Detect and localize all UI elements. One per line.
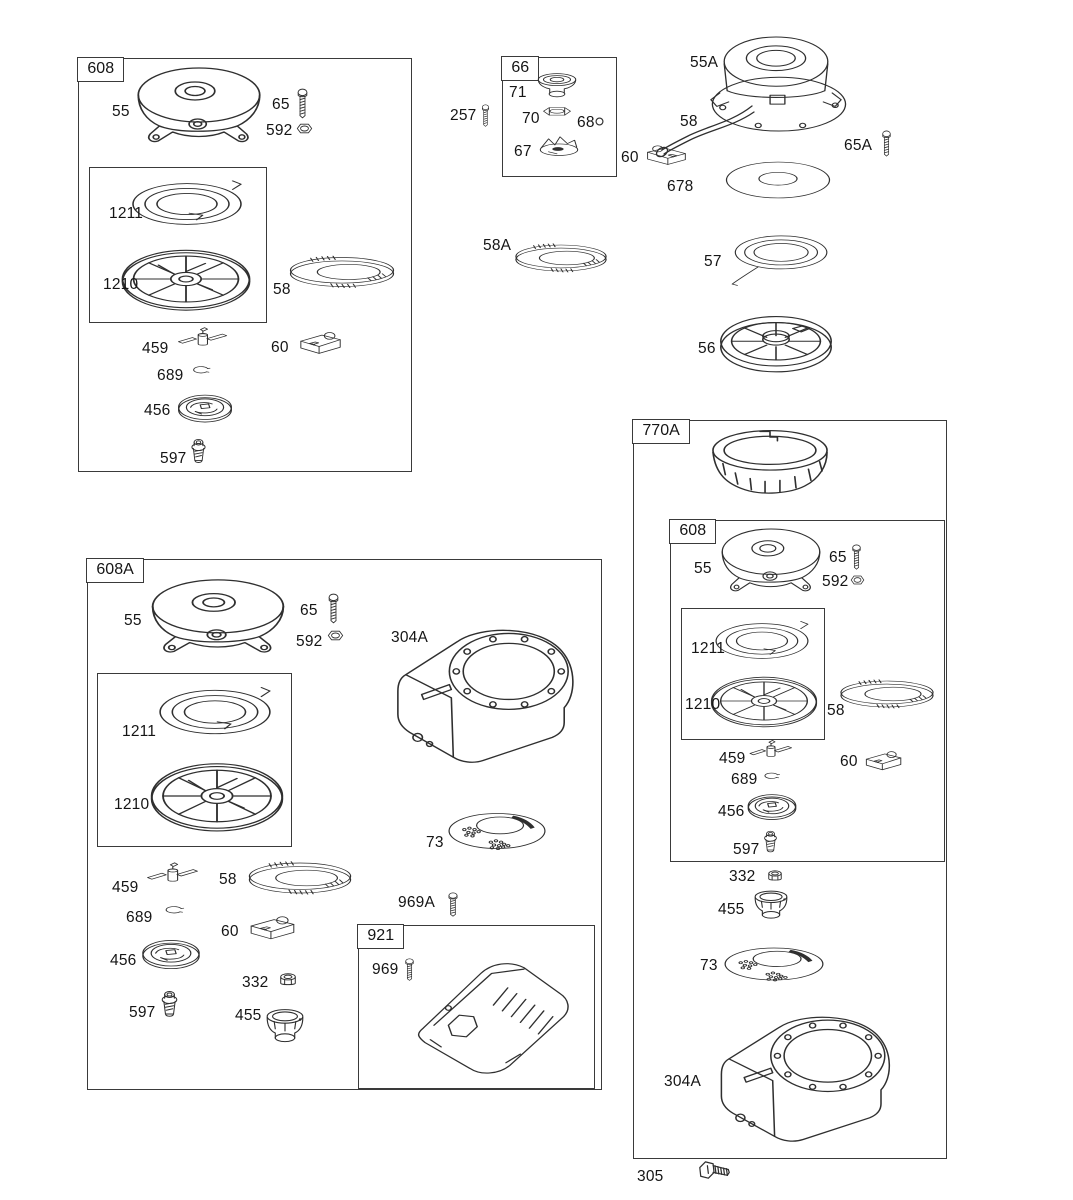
part-60-rope-handle-illustration (643, 140, 689, 174)
part-689-retaining-ring-illustration (159, 903, 189, 923)
part-1211-rewind-spring-illustration (711, 613, 813, 669)
part-ring-shroud-illustration (708, 424, 832, 518)
label-part-60: 60 (271, 339, 289, 356)
label-part-73: 73 (700, 957, 718, 974)
label-part-58: 58 (827, 702, 845, 719)
label-part-58: 58 (273, 281, 291, 298)
part-597-shoulder-screw-illustration (159, 990, 180, 1020)
group-box-921-label: 921 (367, 927, 395, 945)
label-part-68: 68 (577, 114, 595, 131)
part-1210-starter-pulley-illustration (146, 750, 288, 842)
label-part-60: 60 (840, 753, 858, 770)
label-part-1210: 1210 (114, 796, 150, 813)
part-65-screw-illustration (850, 544, 863, 571)
label-part-456: 456 (144, 402, 171, 419)
group-box-770A-label: 770A (642, 422, 680, 440)
label-part-689: 689 (126, 909, 153, 926)
label-part-73: 73 (426, 834, 444, 851)
part-455-cup-illustration (747, 888, 795, 932)
label-part-58A: 58A (483, 237, 512, 254)
part-73-rotating-screen-illustration (446, 796, 548, 866)
part-55-recoil-housing-illustration (133, 62, 265, 162)
label-part-1211: 1211 (109, 205, 144, 222)
label-part-60: 60 (621, 149, 639, 166)
part-65A-screw-illustration (880, 130, 893, 158)
part-60-rope-handle-illustration (247, 910, 299, 950)
label-part-678: 678 (667, 178, 694, 195)
part-60-rope-handle-illustration (863, 746, 905, 779)
group-box-608A-label: 608A (96, 561, 134, 579)
part-60-rope-handle-illustration (297, 326, 345, 364)
group-box-770A-608-tab (669, 519, 716, 544)
label-part-592: 592 (822, 573, 849, 590)
part-332-lock-nut-illustration (274, 968, 302, 994)
part-73-rotating-screen-illustration (722, 932, 826, 996)
group-box-770A-tab (632, 419, 689, 444)
group-box-66-label: 66 (511, 59, 530, 77)
part-65-screw-illustration (295, 88, 310, 120)
part-58-starter-rope-illustration (837, 668, 937, 720)
label-part-332: 332 (242, 974, 269, 991)
label-part-455: 455 (235, 1007, 262, 1024)
part-332-lock-nut-illustration (763, 866, 787, 888)
part-456-friction-plate-illustration (175, 388, 235, 430)
part-58A-rope-coil-illustration (512, 232, 610, 284)
group-box-770A-608-label: 608 (679, 522, 707, 540)
label-part-459: 459 (719, 750, 746, 767)
label-part-597: 597 (129, 1004, 156, 1021)
part-304A-blower-housing-illustration (710, 1000, 900, 1155)
part-597-shoulder-screw-illustration (762, 830, 779, 855)
part-1210-starter-pulley-illustration (707, 667, 821, 735)
label-part-969A: 969A (398, 894, 435, 911)
part-1211-rewind-spring-illustration (127, 171, 247, 237)
label-part-597: 597 (160, 450, 187, 467)
part-921-engine-cover-illustration (398, 936, 578, 1080)
label-part-71: 71 (509, 84, 527, 101)
label-part-1210: 1210 (103, 276, 139, 293)
part-55-recoil-housing-illustration (718, 524, 824, 608)
label-part-67: 67 (514, 143, 532, 160)
label-part-304A: 304A (391, 629, 428, 646)
part-597-shoulder-screw-illustration (189, 438, 208, 466)
part-592-nut-illustration (296, 122, 313, 135)
label-part-597: 597 (733, 841, 760, 858)
part-70-nut-illustration (541, 104, 573, 122)
label-part-456: 456 (718, 803, 745, 820)
part-456-friction-plate-illustration (745, 788, 799, 827)
label-part-459: 459 (112, 879, 139, 896)
part-65-screw-illustration (326, 593, 341, 625)
part-459-pawl-illustration (144, 860, 204, 900)
label-part-689: 689 (157, 367, 184, 384)
label-part-969: 969 (372, 961, 399, 978)
part-969A-screw-illustration (446, 892, 460, 918)
label-part-455: 455 (718, 901, 745, 918)
part-459-pawl-illustration (747, 738, 797, 773)
label-part-55: 55 (112, 103, 130, 120)
label-part-689: 689 (731, 771, 758, 788)
label-part-65: 65 (272, 96, 290, 113)
label-part-1210: 1210 (685, 696, 721, 713)
label-part-1211: 1211 (122, 723, 157, 740)
label-part-70: 70 (522, 110, 540, 127)
label-part-55: 55 (694, 560, 712, 577)
group-box-608-tab (77, 57, 124, 82)
label-part-332: 332 (729, 868, 756, 885)
part-58-starter-rope-illustration (286, 243, 398, 301)
label-part-1211: 1211 (691, 640, 726, 657)
label-part-56: 56 (698, 340, 716, 357)
group-box-608-label: 608 (87, 60, 115, 78)
label-part-305: 305 (637, 1168, 664, 1185)
part-689-retaining-ring-illustration (759, 770, 784, 787)
label-part-456: 456 (110, 952, 137, 969)
label-part-65A: 65A (844, 137, 873, 154)
part-592-nut-illustration (850, 574, 865, 586)
part-1211-rewind-spring-illustration (154, 677, 276, 747)
label-part-65: 65 (829, 549, 847, 566)
part-459-pawl-illustration (175, 325, 233, 363)
label-part-58: 58 (680, 113, 698, 130)
label-part-57: 57 (704, 253, 722, 270)
part-592-nut-illustration (327, 629, 344, 642)
part-55-recoil-housing-illustration (147, 574, 289, 672)
label-part-257: 257 (450, 107, 477, 124)
label-part-592: 592 (296, 633, 323, 650)
part-689-retaining-ring-illustration (187, 363, 215, 383)
label-part-58: 58 (219, 871, 237, 888)
part-67-clutch-ratchet-illustration (533, 130, 585, 164)
part-305-bolt-illustration (696, 1158, 734, 1183)
label-part-60: 60 (221, 923, 239, 940)
label-part-65: 65 (300, 602, 318, 619)
part-56-spoked-pulley-illustration (716, 303, 836, 388)
part-57-rope-coil-illustration (727, 226, 831, 292)
label-part-55A: 55A (690, 54, 719, 71)
label-part-459: 459 (142, 340, 169, 357)
part-456-friction-plate-illustration (139, 933, 203, 977)
label-part-304A: 304A (664, 1073, 701, 1090)
part-68-ball-illustration (595, 117, 604, 126)
part-678-washer-illustration (722, 148, 834, 212)
label-part-55: 55 (124, 612, 142, 629)
part-58-starter-rope-illustration (245, 848, 355, 908)
part-257-screw-illustration (480, 104, 491, 128)
group-box-608A-tab (86, 558, 143, 583)
part-455-cup-illustration (258, 1006, 312, 1058)
label-part-592: 592 (266, 122, 293, 139)
